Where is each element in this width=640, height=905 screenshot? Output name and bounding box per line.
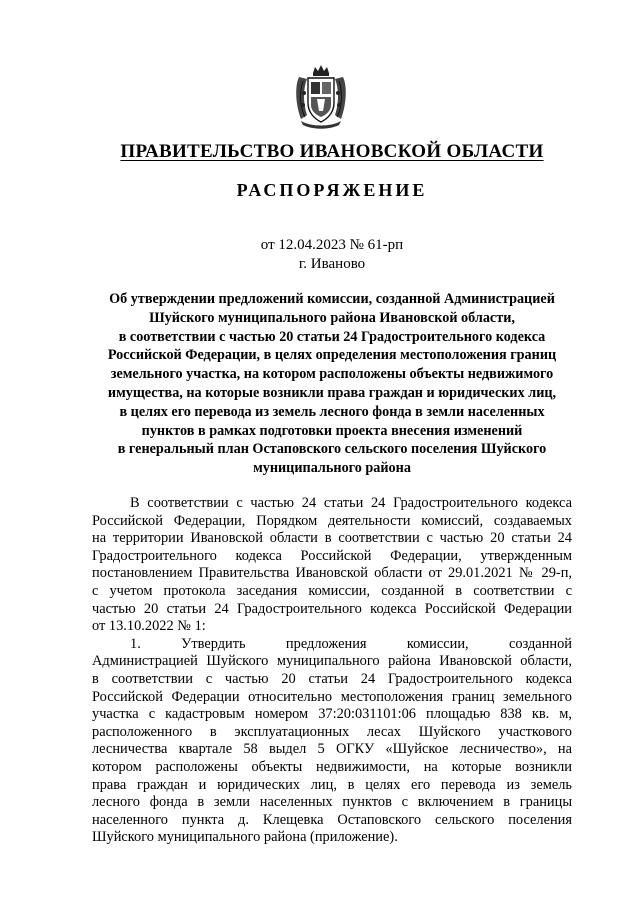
preamble-line: с учетом протокола заседания комиссии, созданной в соответствии с (92, 582, 572, 599)
document-subject (90, 290, 574, 478)
preamble-line: Российской Федерации, Порядком деятельности комиссий, создаваемых (92, 512, 572, 529)
document-city: г. Иваново (298, 256, 366, 272)
subject-line: пунктов в рамках подготовки проекта внесения изменений (141, 422, 523, 439)
preamble-line: В соответствии с частью 24 статьи 24 Градостроительного кодекса (130, 495, 572, 511)
item-1-line: лесного фонда в земли населенных пунктов с включением в границы (92, 794, 572, 811)
subject-line: Об утверждении предложений комиссии, созданной Администрацией (109, 291, 555, 307)
item-1-line: права граждан и юридических лиц, в целях его перевода из земель (92, 776, 572, 793)
preamble-line: частью 20 статьи 24 Градостроительного кодекса Российской Федерации (92, 600, 572, 617)
preamble-line: на территории Ивановской области в соответствии с частью 20 статьи 24 (92, 530, 572, 547)
document-body (92, 495, 572, 847)
item-1-line: котором расположены объекты недвижимости, на которые возникли (92, 758, 572, 775)
preamble-line: Градостроительного кодекса Российской Федерации, утвержденным (92, 547, 572, 564)
subject-line: Российской Федерации, в целях определения местоположения границ (107, 347, 557, 364)
item-1-line: населенного пункта д. Клещевка Остаповского сельского поселения (92, 811, 572, 828)
item-1-line: расположенного в эксплуатационных лесах Шуйского участкового (92, 723, 572, 740)
subject-line: в целях его перевода из земель лесного фонда в земли населенных (119, 403, 545, 420)
document-date-number: от 12.04.2023 № 61-рп (260, 237, 404, 253)
subject-line: муниципального района (253, 460, 411, 477)
subject-line: в генеральный план Остаповского сельского поселения Шуйского (117, 441, 547, 458)
coat-of-arms-icon (293, 63, 349, 131)
document-type: РАСПОРЯЖЕНИЕ (236, 180, 428, 200)
subject-line: земельного участка, на котором расположены объекты недвижимого (110, 366, 554, 383)
item-1-line: в соответствии с частью 20 статьи 24 Градостроительного кодекса (92, 670, 572, 687)
subject-line: Шуйского муниципального района Ивановской области, (149, 309, 515, 326)
item-1-line: лесничества квартале 58 выдел 5 ОГКУ «Шуйское лесничество», на (92, 741, 572, 758)
preamble-line: постановлением Правительства Ивановской области от 29.01.2021 № 29-п, (92, 565, 572, 582)
item-1-line: 1. Утвердить предложения комиссии, созданной (130, 635, 572, 652)
item-1-line: Российской Федерации относительно местоположения границ земельного (92, 688, 572, 705)
government-title: ПРАВИТЕЛЬСТВО ИВАНОВСКОЙ ОБЛАСТИ (120, 141, 544, 162)
subject-line: в соответствии с частью 20 статьи 24 Градостроительного кодекса (118, 328, 546, 345)
item-1-line: участка с кадастровым номером 37:20:031101:06 площадью 838 кв. м, (92, 706, 572, 723)
subject-line: имущества, на которые возникли права граждан и юридических лиц, (107, 384, 557, 401)
item-1-line: Шуйского муниципального района (приложение). (92, 829, 398, 846)
preamble-line: от 13.10.2022 № 1: (92, 618, 206, 635)
item-1-line: Администрацией Шуйского муниципального района Ивановской области, (92, 653, 572, 670)
